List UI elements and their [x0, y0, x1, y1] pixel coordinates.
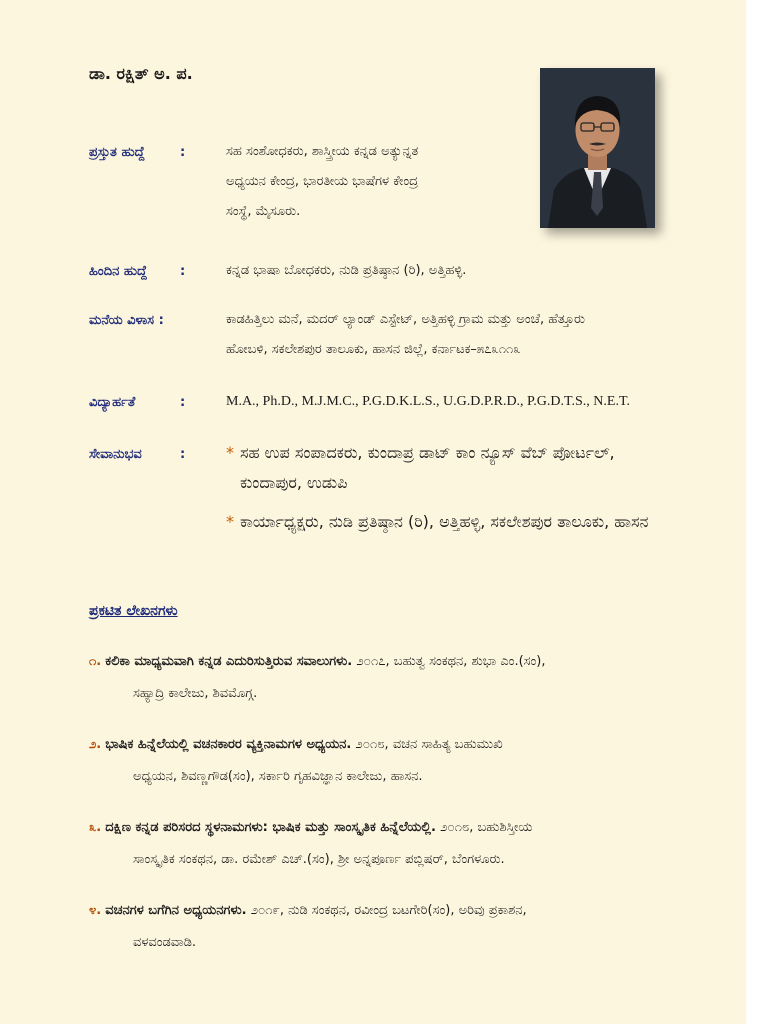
- experience-text: ಕಾರ್ಯಾಧ್ಯಕ್ಷರು, ನುಡಿ ಪ್ರತಿಷ್ಠಾನ (ರಿ), ಅತ್ತಿಹಳ್ಳಿ, ಸಕಲೇಶಪುರ ತಾಲೂಕು, ಹಾಸನ: [240, 512, 649, 531]
- label-colon: :: [180, 264, 186, 279]
- publication-details-continued: ಸಹ್ಯಾದ್ರಿ ಕಾಲೇಜು, ಶಿವಮೊಗ್ಗ.: [133, 686, 258, 701]
- publication-number: ೪.: [89, 903, 102, 918]
- value-line: ಕನ್ನಡ ಭಾಷಾ ಬೋಧಕರು, ನುಡಿ ಪ್ರತಿಷ್ಠಾನ (ರಿ), ಅತ್ತಿಹಳ್ಳಿ.: [226, 263, 467, 278]
- experience-item: [226, 507, 686, 537]
- publication-details: ೨೦೧೮, ಬಹುಶಿಸ್ತೀಯ: [435, 820, 533, 835]
- bullet-star-icon: *: [226, 512, 234, 531]
- publication-details-continued: ಸಾಂಸ್ಕೃತಿಕ ಸಂಕಥನ, ಡಾ. ರಮೇಶ್ ಎಚ್.(ಸಂ), ಶ್ರೀ ಅನ್ನಪೂರ್ಣ ಪಬ್ಲಿಷರ್, ಬೆಂಗಳೂರು.: [133, 852, 505, 867]
- publication-item: [89, 646, 669, 710]
- value-line: M.A., Ph.D., M.J.M.C., P.G.D.K.L.S., U.G.D.P.R.D., P.G.D.T.S., N.E.T.: [226, 394, 630, 409]
- publication-details-continued: ಅಧ್ಯಯನ, ಶಿವಣ್ಣಗೌಡ(ಸಂ), ಸರ್ಕಾರಿ ಗೃಹವಿಜ್ಞಾನ ಕಾಲೇಜು, ಹಾಸನ.: [133, 769, 423, 784]
- experience-text: ಸಹ ಉಪ ಸಂಪಾದಕರು, ಕುಂದಾಪ್ರ ಡಾಟ್ ಕಾಂ ನ್ಯೂಸ್ ವೆಬ್ ಪೋರ್ಟಲ್,: [240, 443, 615, 462]
- label-experience: ಸೇವಾನುಭವ: [89, 447, 142, 462]
- value-qualification: [226, 387, 686, 417]
- publication-details: ೨೦೧೮, ವಚನ ಸಾಹಿತ್ಯ ಬಹುಮುಖಿ: [351, 737, 503, 752]
- label-colon: :: [180, 447, 186, 462]
- publication-item: [89, 729, 669, 793]
- label-current-post: ಪ್ರಸ್ತುತ ಹುದ್ದೆ: [89, 145, 145, 160]
- publication-title: ದಕ್ಷಿಣ ಕನ್ನಡ ಪರಿಸರದ ಸ್ಥಳನಾಮಗಳು: ಭಾಷಿಕ ಮತ್ತು ಸಾಂಸ್ಕೃತಿಕ ಹಿನ್ನೆಲೆಯಲ್ಲಿ.: [105, 820, 436, 835]
- publication-item: [89, 812, 669, 876]
- publication-details: ೨೦೧೯, ನುಡಿ ಸಂಕಥನ, ರವೀಂದ್ರ ಬಟಗೇರಿ(ಸಂ), ಅರಿವು ಪ್ರಕಾಶನ,: [246, 903, 527, 918]
- label-qualification: ವಿದ್ಯಾರ್ಹತೆ: [89, 395, 136, 410]
- publication-title: ಕಲಿಕಾ ಮಾಧ್ಯಮವಾಗಿ ಕನ್ನಡ ಎದುರಿಸುತ್ತಿರುವ ಸವಾಲುಗಳು.: [105, 654, 353, 669]
- value-line: ಸಂಸ್ಥೆ, ಮೈಸೂರು.: [226, 204, 301, 219]
- publication-details: ೨೦೧೭, ಬಹುತ್ವ ಸಂಕಥನ, ಶುಭಾ ಎಂ.(ಸಂ),: [352, 654, 546, 669]
- label-home-address: ಮನೆಯ ವಿಳಾಸ :: [89, 313, 164, 328]
- value-line: ಸಹ ಸಂಶೋಧಕರು, ಶಾಸ್ತ್ರೀಯ ಕನ್ನಡ ಅತ್ಯುನ್ನತ: [226, 144, 419, 159]
- publication-title: ಭಾಷಿಕ ಹಿನ್ನೆಲೆಯಲ್ಲಿ ವಚನಕಾರರ ವ್ಯಕ್ತಿನಾಮಗಳ ಅಧ್ಯಯನ.: [105, 737, 352, 752]
- publication-number: ೩.: [89, 820, 102, 835]
- value-previous-post: [226, 256, 686, 286]
- publication-item: [89, 895, 669, 959]
- value-line: ಹೋಬಳಿ, ಸಕಲೇಶಪುರ ತಾಲೂಕು, ಹಾಸನ ಜಿಲ್ಲೆ, ಕರ್ನಾಟಕ–೫೭೩೧೧೩: [226, 342, 521, 357]
- bullet-star-icon: *: [226, 443, 234, 462]
- value-home-address: [226, 305, 686, 365]
- person-name: ಡಾ. ರಕ್ಷಿತ್ ಅ. ಪ.: [89, 64, 193, 83]
- value-current-post: [226, 137, 686, 227]
- publication-details-continued: ವಳವಂಡವಾಡಿ.: [133, 935, 197, 950]
- value-line: ಕಾಡಹಿತ್ತಿಲು ಮನೆ, ಮದರ್ ಲ್ಯಾಂಡ್ ಎಸ್ಟೇಟ್, ಅತ್ತಿಹಳ್ಳಿ ಗ್ರಾಮ ಮತ್ತು ಅಂಚೆ, ಹೆತ್ತೂರು: [226, 312, 586, 327]
- publication-title: ವಚನಗಳ ಬಗೆಗಿನ ಅಧ್ಯಯನಗಳು.: [105, 903, 247, 918]
- publication-number: ೧.: [89, 654, 102, 669]
- publications-heading: ಪ್ರಕಟಿತ ಲೇಖನಗಳು: [89, 603, 178, 619]
- label-colon: :: [180, 395, 186, 410]
- label-previous-post: ಹಿಂದಿನ ಹುದ್ದೆ: [89, 264, 148, 279]
- label-colon: :: [180, 145, 186, 160]
- experience-text: ಕುಂದಾಪುರ, ಉಡುಪಿ: [240, 473, 348, 492]
- publication-number: ೨.: [89, 737, 102, 752]
- value-line: ಅಧ್ಯಯನ ಕೇಂದ್ರ, ಭಾರತೀಯ ಭಾಷೆಗಳ ಕೇಂದ್ರ: [226, 174, 419, 189]
- experience-item: [226, 438, 686, 498]
